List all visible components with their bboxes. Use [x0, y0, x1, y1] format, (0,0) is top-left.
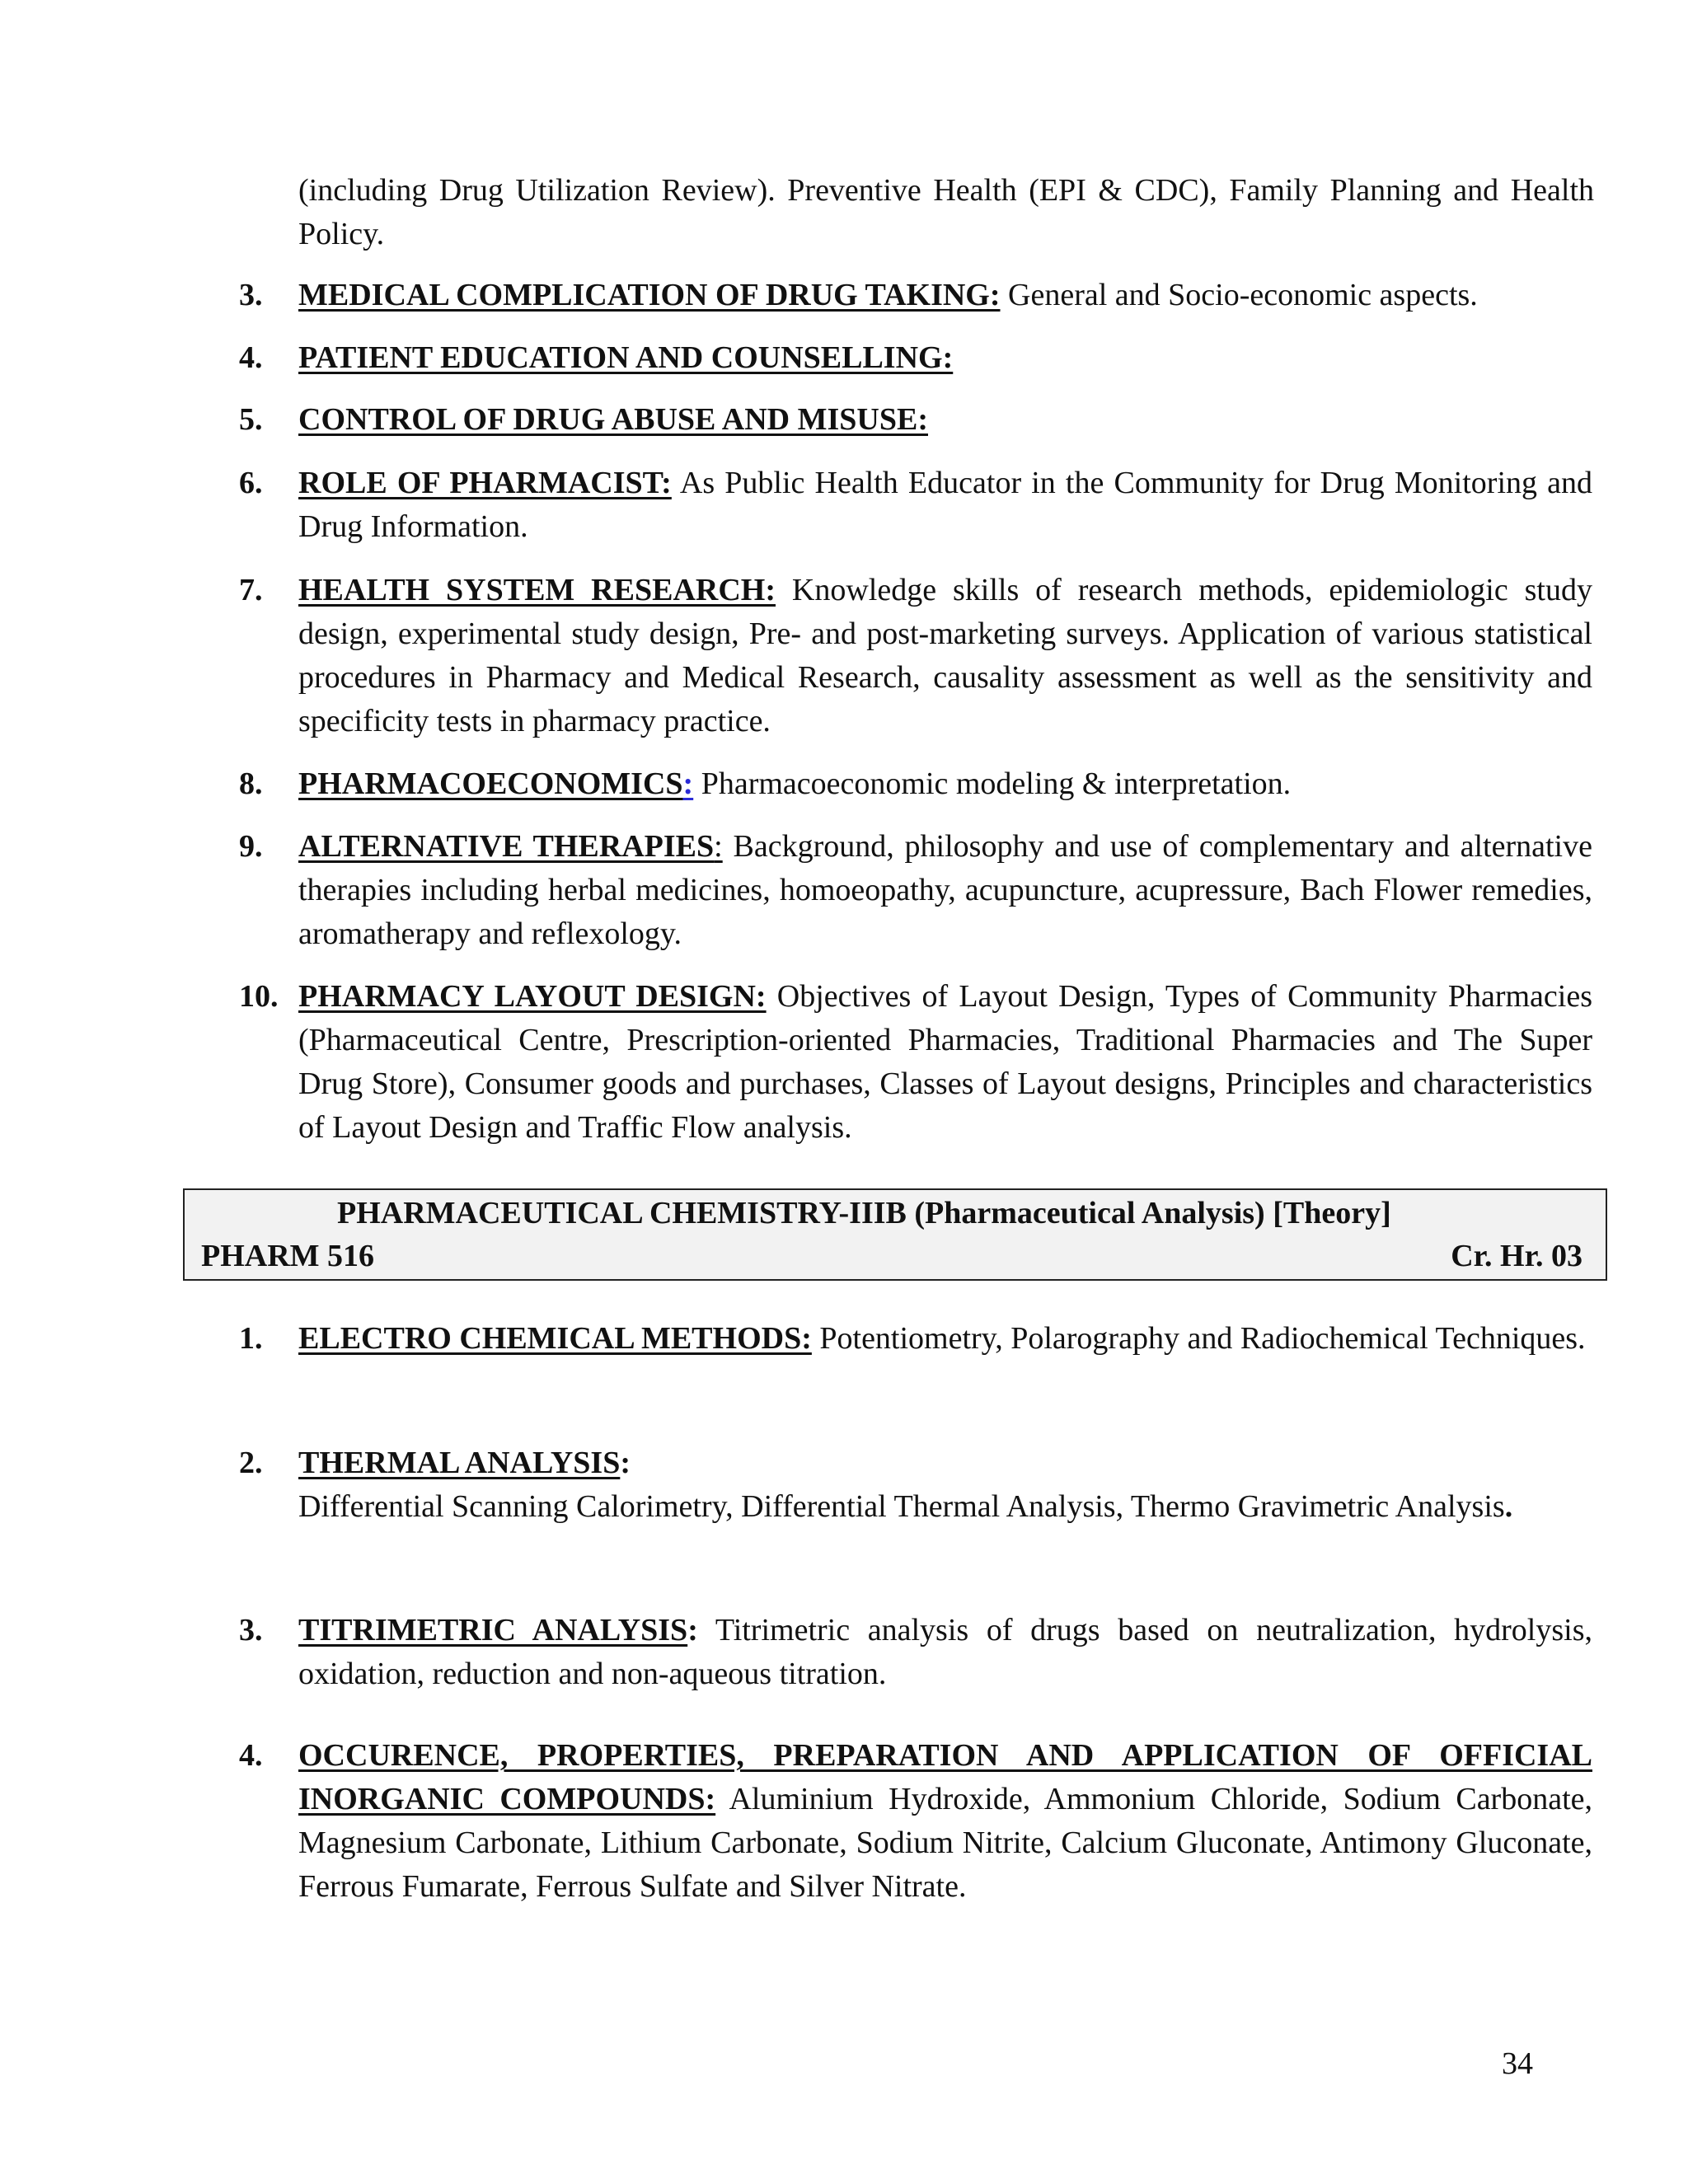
item-text: Pharmacoeconomic modeling & interpretation. [693, 766, 1292, 801]
item-text: Potentiometry, Polarography and Radiochemical Techniques. [811, 1321, 1586, 1356]
item-text: Knowledge skills of research methods, epidemiologic study design, experimental study design, Pre- and post-marketing surveys. Application of various statistical procedures in Pharmacy and Medical Research, causality assessment as well as the sensitivity and specificity tests in pharmacy practice. [298, 573, 1592, 738]
item-heading: ELECTRO CHEMICAL METHODS: [298, 1321, 812, 1356]
list-item-4 [239, 336, 1592, 380]
list-item-5 [239, 398, 1592, 442]
item-text: Titrimetric analysis of drugs based on neutralization, hydrolysis, oxidation, reduction and non-aqueous titration. [298, 1613, 1592, 1691]
item-number: 3. [239, 278, 263, 312]
item-number: 4. [239, 1738, 263, 1773]
item-heading: THERMAL ANALYSIS [298, 1446, 621, 1480]
item-heading: OCCURENCE, PROPERTIES, PREPARATION AND APPLICATION OF OFFICIAL INORGANIC COMPOUNDS: [298, 1738, 1592, 1816]
course-header-box [183, 1188, 1607, 1281]
list-item-10 [239, 975, 1592, 1150]
list-item-4b [239, 1734, 1592, 1909]
item-heading: PHARMACY LAYOUT DESIGN: [298, 979, 767, 1014]
item-number: 7. [239, 573, 263, 607]
course-code: PHARM 516 [201, 1239, 375, 1273]
heading-colon: : [620, 1446, 631, 1480]
item-number: 2. [239, 1446, 263, 1480]
heading-colon: : [714, 829, 723, 864]
course-credit-hours: Cr. Hr. 03 [1451, 1239, 1582, 1273]
item-heading: PHARMACOECONOMICS [298, 766, 683, 801]
item-heading: ALTERNATIVE THERAPIES [298, 829, 715, 864]
item-number: 9. [239, 829, 263, 864]
item-end-mark: . [1504, 1489, 1513, 1524]
list-item-1 [239, 1317, 1592, 1361]
item-heading: PATIENT EDUCATION AND COUNSELLING: [298, 340, 954, 375]
item-heading: ROLE OF PHARMACIST: [298, 466, 672, 500]
list-item-8 [239, 762, 1592, 806]
item-text: Differential Scanning Calorimetry, Differential Thermal Analysis, Thermo Gravimetric Analysis [298, 1489, 1505, 1524]
item-number: 4. [239, 340, 263, 375]
continuation-paragraph: (including Drug Utilization Review). Preventive Health (EPI & CDC), Family Planning and Health Policy. [298, 173, 1594, 251]
item-number: 3. [239, 1613, 263, 1647]
heading-colon: : [687, 1613, 698, 1647]
list-item-7 [239, 569, 1592, 743]
list-item-2 [239, 1441, 1592, 1529]
course-title: PHARMACEUTICAL CHEMISTRY-IIIB (Pharmaceutical Analysis) [Theory] [337, 1196, 1391, 1230]
item-text: As Public Health Educator in the Community for Drug Monitoring and Drug Information. [298, 466, 1593, 544]
page-number: 34 [1502, 2046, 1533, 2081]
item-heading: MEDICAL COMPLICATION OF DRUG TAKING: [298, 278, 1001, 312]
item-number: 5. [239, 402, 263, 437]
item-text: Objectives of Layout Design, Types of Community Pharmacies (Pharmaceutical Centre, Prescription-oriented Pharmacies, Traditional Pharmacies and The Super Drug Store), Consumer goods and purchases, Classes of Layout designs, Principles and characteristics of Layout Design and Traffic Flow analysis. [298, 979, 1593, 1145]
item-heading: CONTROL OF DRUG ABUSE AND MISUSE: [298, 402, 928, 437]
list-item-9 [239, 825, 1592, 956]
item-text: Background, philosophy and use of complementary and alternative therapies including herbal medicines, homoeopathy, acupuncture, acupressure, Bach Flower remedies, aromatherapy and reflexology. [298, 829, 1592, 951]
item-text: Aluminium Hydroxide, Ammonium Chloride, Sodium Carbonate, Magnesium Carbonate, Lithium Carbonate, Sodium Nitrite, Calcium Gluconate, Antimony Gluconate, Ferrous Fumarate, Ferrous Sulfate and Silver Nitrate. [298, 1782, 1593, 1904]
heading-colon: : [682, 766, 694, 801]
item-heading: TITRIMETRIC ANALYSIS [298, 1613, 688, 1647]
list-item-3 [239, 274, 1592, 317]
item-number: 10. [239, 979, 279, 1014]
item-number: 1. [239, 1321, 263, 1356]
list-item-3b [239, 1609, 1592, 1696]
item-heading: HEALTH SYSTEM RESEARCH: [298, 573, 776, 607]
item-number: 6. [239, 466, 263, 500]
item-text: General and Socio-economic aspects. [1000, 278, 1478, 312]
item-number: 8. [239, 766, 263, 801]
list-item-6 [239, 462, 1592, 549]
